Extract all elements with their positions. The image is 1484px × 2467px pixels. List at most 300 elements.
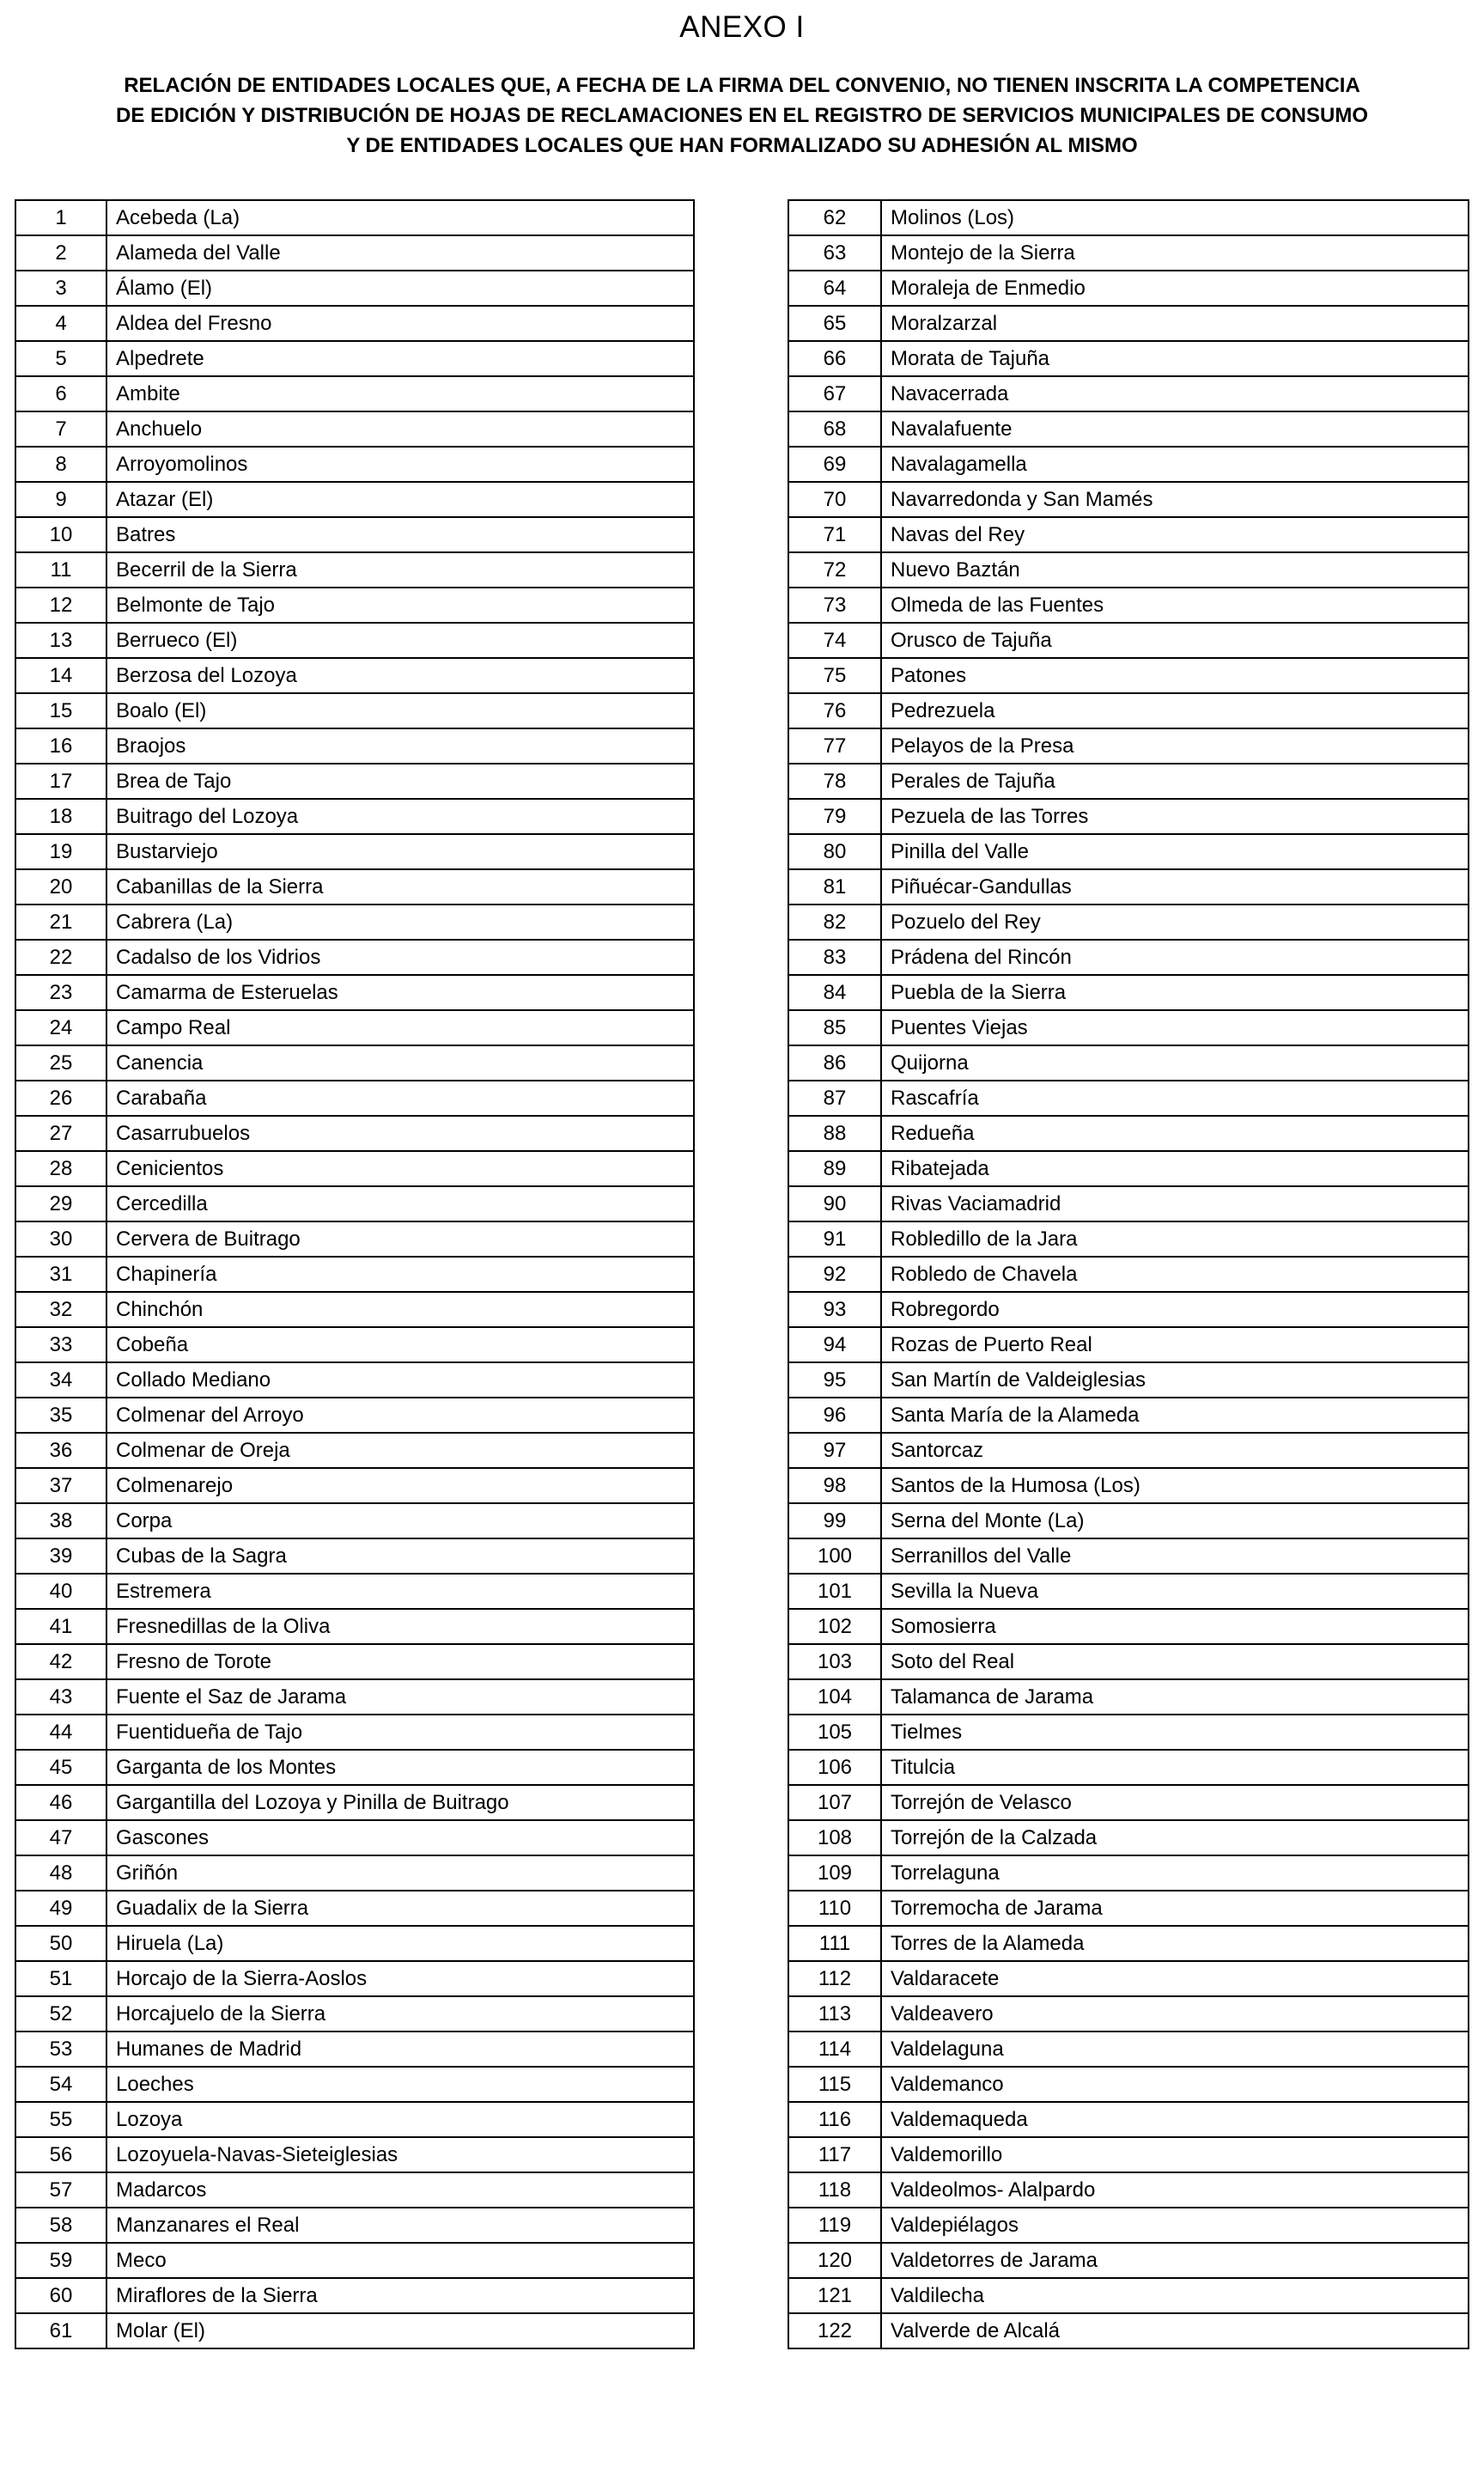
entity-number: 43 xyxy=(15,1679,106,1715)
entity-number: 15 xyxy=(15,693,106,728)
table-row xyxy=(15,2102,694,2137)
entity-number: 13 xyxy=(15,623,106,658)
table-row xyxy=(15,1081,694,1116)
entity-number: 100 xyxy=(788,1538,881,1574)
entity-number: 52 xyxy=(15,1996,106,2031)
table-row xyxy=(15,1926,694,1961)
entity-number: 112 xyxy=(788,1961,881,1996)
table-row xyxy=(788,2208,1469,2243)
table-row xyxy=(15,2031,694,2067)
entity-name: Atazar (El) xyxy=(106,482,694,517)
table-row xyxy=(788,200,1469,235)
entity-number: 95 xyxy=(788,1362,881,1398)
entity-number: 103 xyxy=(788,1644,881,1679)
table-row xyxy=(15,834,694,869)
entity-number: 79 xyxy=(788,799,881,834)
entity-number: 84 xyxy=(788,975,881,1010)
entity-number: 27 xyxy=(15,1116,106,1151)
table-row xyxy=(15,658,694,693)
entity-name: Somosierra xyxy=(881,1609,1469,1644)
table-row xyxy=(15,728,694,764)
table-row xyxy=(15,447,694,482)
entity-number: 94 xyxy=(788,1327,881,1362)
entity-number: 39 xyxy=(15,1538,106,1574)
entities-table-left xyxy=(15,199,695,2349)
entity-name: Rascafría xyxy=(881,1081,1469,1116)
entity-name: Griñón xyxy=(106,1855,694,1891)
entity-name: Valdemanco xyxy=(881,2067,1469,2102)
table-row xyxy=(15,552,694,588)
table-row xyxy=(788,1644,1469,1679)
entity-name: Cadalso de los Vidrios xyxy=(106,940,694,975)
entity-name: Molinos (Los) xyxy=(881,200,1469,235)
table-row xyxy=(15,1468,694,1503)
table-row xyxy=(788,834,1469,869)
entity-name: Belmonte de Tajo xyxy=(106,588,694,623)
table-row xyxy=(15,1785,694,1820)
entity-number: 120 xyxy=(788,2243,881,2278)
entity-number: 41 xyxy=(15,1609,106,1644)
table-row xyxy=(15,1961,694,1996)
entity-name: Camarma de Esteruelas xyxy=(106,975,694,1010)
table-row xyxy=(15,1644,694,1679)
entity-number: 116 xyxy=(788,2102,881,2137)
entity-name: Pedrezuela xyxy=(881,693,1469,728)
entity-name: Tielmes xyxy=(881,1715,1469,1750)
table-row xyxy=(788,1186,1469,1221)
entity-number: 74 xyxy=(788,623,881,658)
entity-number: 6 xyxy=(15,376,106,411)
entity-number: 23 xyxy=(15,975,106,1010)
entity-name: Valdepiélagos xyxy=(881,2208,1469,2243)
entity-number: 33 xyxy=(15,1327,106,1362)
entity-name: Loeches xyxy=(106,2067,694,2102)
table-row xyxy=(15,1010,694,1045)
entity-number: 28 xyxy=(15,1151,106,1186)
entity-number: 40 xyxy=(15,1574,106,1609)
table-row xyxy=(788,1010,1469,1045)
page-title: ANEXO I xyxy=(679,10,805,44)
entity-number: 75 xyxy=(788,658,881,693)
entity-name: Cubas de la Sagra xyxy=(106,1538,694,1574)
entity-name: Titulcia xyxy=(881,1750,1469,1785)
table-row xyxy=(15,764,694,799)
entity-number: 87 xyxy=(788,1081,881,1116)
table-row xyxy=(15,1186,694,1221)
entity-number: 111 xyxy=(788,1926,881,1961)
entity-name: Boalo (El) xyxy=(106,693,694,728)
entity-number: 8 xyxy=(15,447,106,482)
table-row xyxy=(15,2313,694,2348)
entity-number: 58 xyxy=(15,2208,106,2243)
table-row xyxy=(788,2243,1469,2278)
entity-name: Campo Real xyxy=(106,1010,694,1045)
entity-number: 4 xyxy=(15,306,106,341)
table-row xyxy=(788,2172,1469,2208)
table-row xyxy=(788,1045,1469,1081)
entity-name: Santos de la Humosa (Los) xyxy=(881,1468,1469,1503)
entity-name: Alpedrete xyxy=(106,341,694,376)
entity-name: Chapinería xyxy=(106,1257,694,1292)
entity-number: 2 xyxy=(15,235,106,271)
entity-number: 51 xyxy=(15,1961,106,1996)
entity-name: Torrejón de Velasco xyxy=(881,1785,1469,1820)
table-row xyxy=(15,482,694,517)
table-row xyxy=(788,2067,1469,2102)
entity-number: 99 xyxy=(788,1503,881,1538)
entity-number: 49 xyxy=(15,1891,106,1926)
table-row xyxy=(15,1433,694,1468)
entity-number: 85 xyxy=(788,1010,881,1045)
table-row xyxy=(15,1891,694,1926)
entity-number: 20 xyxy=(15,869,106,905)
entity-name: Sevilla la Nueva xyxy=(881,1574,1469,1609)
entity-name: Torrelaguna xyxy=(881,1855,1469,1891)
entity-name: Torres de la Alameda xyxy=(881,1926,1469,1961)
entity-number: 73 xyxy=(788,588,881,623)
entity-name: Robregordo xyxy=(881,1292,1469,1327)
table-row xyxy=(788,905,1469,940)
table-row xyxy=(788,1503,1469,1538)
entity-number: 65 xyxy=(788,306,881,341)
entity-number: 119 xyxy=(788,2208,881,2243)
table-row xyxy=(788,1116,1469,1151)
entity-number: 63 xyxy=(788,235,881,271)
entity-name: Torrejón de la Calzada xyxy=(881,1820,1469,1855)
entity-number: 57 xyxy=(15,2172,106,2208)
entity-number: 64 xyxy=(788,271,881,306)
table-row xyxy=(788,1785,1469,1820)
entities-left-body xyxy=(15,200,694,2348)
entity-name: Gargantilla del Lozoya y Pinilla de Buitrago xyxy=(106,1785,694,1820)
entity-number: 35 xyxy=(15,1398,106,1433)
table-row xyxy=(15,411,694,447)
entity-number: 88 xyxy=(788,1116,881,1151)
table-row xyxy=(15,1855,694,1891)
entity-name: Hiruela (La) xyxy=(106,1926,694,1961)
entity-number: 91 xyxy=(788,1221,881,1257)
entity-number: 11 xyxy=(15,552,106,588)
entity-number: 113 xyxy=(788,1996,881,2031)
table-row xyxy=(15,235,694,271)
entity-name: Pezuela de las Torres xyxy=(881,799,1469,834)
entity-name: Rozas de Puerto Real xyxy=(881,1327,1469,1362)
entity-number: 121 xyxy=(788,2278,881,2313)
table-row xyxy=(15,799,694,834)
entity-number: 59 xyxy=(15,2243,106,2278)
table-row xyxy=(788,658,1469,693)
entity-number: 32 xyxy=(15,1292,106,1327)
entity-name: Lozoyuela-Navas-Sieteiglesias xyxy=(106,2137,694,2172)
entity-name: Braojos xyxy=(106,728,694,764)
entity-number: 18 xyxy=(15,799,106,834)
entity-name: Miraflores de la Sierra xyxy=(106,2278,694,2313)
entity-number: 96 xyxy=(788,1398,881,1433)
table-row xyxy=(15,1116,694,1151)
entity-number: 107 xyxy=(788,1785,881,1820)
entity-name: Arroyomolinos xyxy=(106,447,694,482)
entity-number: 46 xyxy=(15,1785,106,1820)
entity-name: Cenicientos xyxy=(106,1151,694,1186)
table-row xyxy=(788,482,1469,517)
entity-name: Canencia xyxy=(106,1045,694,1081)
entity-number: 26 xyxy=(15,1081,106,1116)
table-row xyxy=(15,376,694,411)
entity-number: 3 xyxy=(15,271,106,306)
table-row xyxy=(788,447,1469,482)
table-row xyxy=(788,235,1469,271)
entity-name: Serna del Monte (La) xyxy=(881,1503,1469,1538)
table-row xyxy=(15,517,694,552)
entity-name: Ambite xyxy=(106,376,694,411)
entity-number: 109 xyxy=(788,1855,881,1891)
table-row xyxy=(15,940,694,975)
entity-number: 92 xyxy=(788,1257,881,1292)
entity-name: Humanes de Madrid xyxy=(106,2031,694,2067)
entity-name: Guadalix de la Sierra xyxy=(106,1891,694,1926)
entity-name: Redueña xyxy=(881,1116,1469,1151)
table-row xyxy=(15,975,694,1010)
table-row xyxy=(15,1820,694,1855)
entity-name: Montejo de la Sierra xyxy=(881,235,1469,271)
table-row xyxy=(788,623,1469,658)
table-row xyxy=(15,2243,694,2278)
table-row xyxy=(15,1292,694,1327)
entity-name: Ribatejada xyxy=(881,1151,1469,1186)
table-row xyxy=(788,2102,1469,2137)
entity-name: Torremocha de Jarama xyxy=(881,1891,1469,1926)
entity-name: Casarrubuelos xyxy=(106,1116,694,1151)
entity-name: Aldea del Fresno xyxy=(106,306,694,341)
entity-name: Navalafuente xyxy=(881,411,1469,447)
table-row xyxy=(15,2067,694,2102)
table-row xyxy=(788,1081,1469,1116)
table-row xyxy=(788,1750,1469,1785)
entity-name: Becerril de la Sierra xyxy=(106,552,694,588)
entity-number: 67 xyxy=(788,376,881,411)
entity-number: 16 xyxy=(15,728,106,764)
entity-name: Lozoya xyxy=(106,2102,694,2137)
table-row xyxy=(788,1468,1469,1503)
entity-name: Cabanillas de la Sierra xyxy=(106,869,694,905)
entity-number: 80 xyxy=(788,834,881,869)
entity-number: 115 xyxy=(788,2067,881,2102)
entity-name: Orusco de Tajuña xyxy=(881,623,1469,658)
table-row xyxy=(788,1327,1469,1362)
entity-name: Talamanca de Jarama xyxy=(881,1679,1469,1715)
entity-name: Robledo de Chavela xyxy=(881,1257,1469,1292)
entity-number: 90 xyxy=(788,1186,881,1221)
table-row xyxy=(15,1750,694,1785)
entity-number: 77 xyxy=(788,728,881,764)
entity-number: 1 xyxy=(15,200,106,235)
table-row xyxy=(15,1609,694,1644)
entity-number: 54 xyxy=(15,2067,106,2102)
entity-name: Buitrago del Lozoya xyxy=(106,799,694,834)
entity-number: 71 xyxy=(788,517,881,552)
entity-name: Valdelaguna xyxy=(881,2031,1469,2067)
entity-number: 55 xyxy=(15,2102,106,2137)
table-row xyxy=(788,1926,1469,1961)
entity-number: 17 xyxy=(15,764,106,799)
entity-number: 21 xyxy=(15,905,106,940)
table-row xyxy=(15,1503,694,1538)
entity-name: Fresno de Torote xyxy=(106,1644,694,1679)
table-row xyxy=(15,1151,694,1186)
entity-number: 93 xyxy=(788,1292,881,1327)
entity-number: 56 xyxy=(15,2137,106,2172)
entity-name: Madarcos xyxy=(106,2172,694,2208)
table-row xyxy=(788,2278,1469,2313)
table-row xyxy=(788,1609,1469,1644)
entity-name: Cabrera (La) xyxy=(106,905,694,940)
entity-name: Berzosa del Lozoya xyxy=(106,658,694,693)
table-row xyxy=(15,2208,694,2243)
table-row xyxy=(15,1362,694,1398)
entity-name: Navalagamella xyxy=(881,447,1469,482)
entity-name: Fuentidueña de Tajo xyxy=(106,1715,694,1750)
entity-name: Moraleja de Enmedio xyxy=(881,271,1469,306)
table-row xyxy=(788,1398,1469,1433)
entity-name: Valdilecha xyxy=(881,2278,1469,2313)
table-row xyxy=(15,905,694,940)
entity-number: 118 xyxy=(788,2172,881,2208)
entity-name: Olmeda de las Fuentes xyxy=(881,588,1469,623)
entity-number: 36 xyxy=(15,1433,106,1468)
entity-name: Valdeavero xyxy=(881,1996,1469,2031)
entity-number: 60 xyxy=(15,2278,106,2313)
entity-number: 83 xyxy=(788,940,881,975)
entity-name: Fuente el Saz de Jarama xyxy=(106,1679,694,1715)
entity-number: 31 xyxy=(15,1257,106,1292)
entity-number: 122 xyxy=(788,2313,881,2348)
table-row xyxy=(15,869,694,905)
table-row xyxy=(15,200,694,235)
table-row xyxy=(15,1221,694,1257)
entity-name: Anchuelo xyxy=(106,411,694,447)
entity-name: Rivas Vaciamadrid xyxy=(881,1186,1469,1221)
entity-number: 34 xyxy=(15,1362,106,1398)
table-row xyxy=(788,1433,1469,1468)
entity-number: 14 xyxy=(15,658,106,693)
entity-name: Cobeña xyxy=(106,1327,694,1362)
entity-name: Serranillos del Valle xyxy=(881,1538,1469,1574)
table-row xyxy=(788,376,1469,411)
entity-number: 104 xyxy=(788,1679,881,1715)
table-row xyxy=(15,306,694,341)
table-row xyxy=(788,869,1469,905)
table-row xyxy=(788,1961,1469,1996)
entity-number: 50 xyxy=(15,1926,106,1961)
entity-name: Nuevo Baztán xyxy=(881,552,1469,588)
page-subtitle xyxy=(52,70,1432,161)
table-row xyxy=(788,341,1469,376)
entity-name: Colmenar de Oreja xyxy=(106,1433,694,1468)
entity-number: 12 xyxy=(15,588,106,623)
entity-number: 9 xyxy=(15,482,106,517)
entity-number: 10 xyxy=(15,517,106,552)
entity-number: 24 xyxy=(15,1010,106,1045)
subtitle-line: DE EDICIÓN Y DISTRIBUCIÓN DE HOJAS DE RECLAMACIONES EN EL REGISTRO DE SERVICIOS MUNICIPALES DE CONSUMO xyxy=(116,104,1368,127)
entity-number: 37 xyxy=(15,1468,106,1503)
table-row xyxy=(788,693,1469,728)
entity-name: Collado Mediano xyxy=(106,1362,694,1398)
entity-name: Garganta de los Montes xyxy=(106,1750,694,1785)
table-row xyxy=(788,764,1469,799)
entity-number: 29 xyxy=(15,1186,106,1221)
table-row xyxy=(788,552,1469,588)
table-row xyxy=(15,1398,694,1433)
entity-number: 69 xyxy=(788,447,881,482)
entity-number: 38 xyxy=(15,1503,106,1538)
entity-name: Valdaracete xyxy=(881,1961,1469,1996)
entity-name: Batres xyxy=(106,517,694,552)
entity-number: 19 xyxy=(15,834,106,869)
entity-number: 45 xyxy=(15,1750,106,1785)
entity-name: Chinchón xyxy=(106,1292,694,1327)
entity-number: 44 xyxy=(15,1715,106,1750)
entity-number: 53 xyxy=(15,2031,106,2067)
table-row xyxy=(788,1574,1469,1609)
table-row xyxy=(788,1151,1469,1186)
entity-name: Navas del Rey xyxy=(881,517,1469,552)
entity-name: Pozuelo del Rey xyxy=(881,905,1469,940)
entity-name: Manzanares el Real xyxy=(106,2208,694,2243)
entity-name: Molar (El) xyxy=(106,2313,694,2348)
entity-name: Pelayos de la Presa xyxy=(881,728,1469,764)
table-row xyxy=(15,341,694,376)
entity-name: Pinilla del Valle xyxy=(881,834,1469,869)
table-row xyxy=(788,306,1469,341)
entity-number: 68 xyxy=(788,411,881,447)
table-row xyxy=(788,1679,1469,1715)
entity-number: 108 xyxy=(788,1820,881,1855)
entity-name: San Martín de Valdeiglesias xyxy=(881,1362,1469,1398)
entity-name: Bustarviejo xyxy=(106,834,694,869)
table-row xyxy=(15,1538,694,1574)
table-row xyxy=(788,940,1469,975)
entity-name: Morata de Tajuña xyxy=(881,341,1469,376)
entity-name: Santorcaz xyxy=(881,1433,1469,1468)
table-row xyxy=(15,2278,694,2313)
entity-name: Álamo (El) xyxy=(106,271,694,306)
entity-number: 22 xyxy=(15,940,106,975)
entity-name: Valdeolmos- Alalpardo xyxy=(881,2172,1469,2208)
entity-name: Prádena del Rincón xyxy=(881,940,1469,975)
entity-name: Meco xyxy=(106,2243,694,2278)
table-row xyxy=(788,1362,1469,1398)
entity-name: Berrueco (El) xyxy=(106,623,694,658)
table-row xyxy=(788,411,1469,447)
subtitle-line: RELACIÓN DE ENTIDADES LOCALES QUE, A FECHA DE LA FIRMA DEL CONVENIO, NO TIENEN INSCRITA LA COMPETENCIA xyxy=(124,74,1360,97)
table-row xyxy=(788,1221,1469,1257)
table-row xyxy=(15,1574,694,1609)
entity-number: 78 xyxy=(788,764,881,799)
table-row xyxy=(15,623,694,658)
entity-name: Santa María de la Alameda xyxy=(881,1398,1469,1433)
entity-name: Puebla de la Sierra xyxy=(881,975,1469,1010)
entity-name: Quijorna xyxy=(881,1045,1469,1081)
entity-name: Colmenarejo xyxy=(106,1468,694,1503)
table-row xyxy=(788,517,1469,552)
entity-name: Robledillo de la Jara xyxy=(881,1221,1469,1257)
entity-name: Gascones xyxy=(106,1820,694,1855)
table-row xyxy=(15,1679,694,1715)
entity-number: 42 xyxy=(15,1644,106,1679)
table-row xyxy=(788,975,1469,1010)
entity-number: 30 xyxy=(15,1221,106,1257)
table-row xyxy=(788,1820,1469,1855)
